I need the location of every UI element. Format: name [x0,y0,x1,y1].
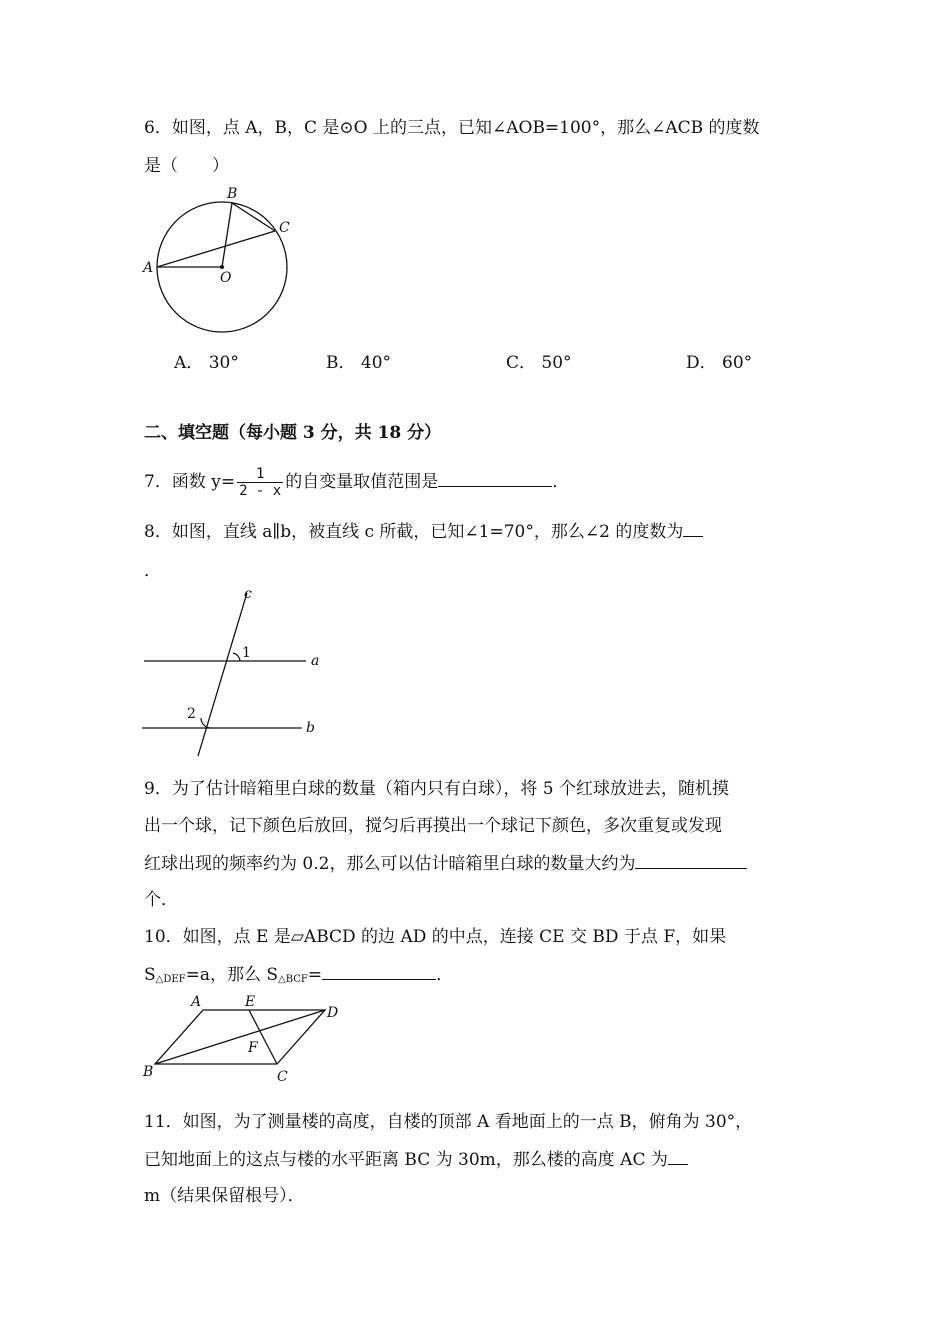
label-c: c [244,586,252,602]
q6-line2: 是（ ） [144,156,229,176]
q7-answer-blank[interactable] [438,470,552,487]
q10-line2 [144,963,453,991]
label-e: E [245,994,256,1010]
q10-parallelogram-figure [140,992,350,1087]
option-value: 40° [360,353,392,373]
angle-2-arc [201,718,212,728]
label-b: B [143,1064,154,1080]
line-c [198,593,247,756]
q7-end: ． [552,472,570,492]
q6-option-b[interactable] [326,352,391,374]
option-label: C． [506,353,537,373]
q9-line1: 9．为了估计暗箱里白球的数量（箱内只有白球），将 5 个红球放进去，随机摸 [144,779,729,799]
q11-line1: 11．如图，为了测量楼的高度，自楼的顶部 A 看地面上的一点 B，俯角为 30°， [144,1112,753,1132]
q9-line2: 出一个球，记下颜色后放回，搅匀后再摸出一个球记下颜色，多次重复或发现 [144,816,722,836]
segment-ob [222,203,232,267]
q10-end: ． [436,965,454,985]
q10-sub2: △BCF [278,974,308,985]
option-label: A． [174,353,204,373]
segment-bd [155,1010,325,1064]
q9-text: 红球出现的频率约为 0.2，那么可以估计暗箱里白球的数量大约为 [144,854,636,874]
label-c: C [279,220,290,236]
q7-prefix: 7．函数 y= [144,472,236,492]
option-value: 30° [208,353,239,373]
q7-numerator: 1 [237,466,283,483]
label-a: a [311,653,320,669]
q10-s1: S [144,965,156,985]
option-value: 50° [541,353,572,373]
q8-line2: ． [144,561,161,581]
q8-parallel-lines-figure [142,585,322,760]
q7-line [144,466,569,499]
q7-denominator: 2 - x [239,483,282,499]
label-angle-1: 1 [242,645,251,661]
section-title: 二、填空题（每小题 3 分，共 18 分） [144,423,442,443]
angle-1-arc [233,653,240,661]
q10-answer-blank[interactable] [322,963,436,980]
label-angle-2: 2 [187,706,196,722]
option-label: D． [686,353,717,373]
q11-answer-blank[interactable] [668,1148,688,1165]
q10-sub1: △DEF [155,974,186,985]
label-f: F [248,1040,258,1056]
q11-line3: m（结果保留根号）． [144,1186,305,1206]
q7-suffix: 的自变量取值范围是 [285,472,439,492]
label-d: D [327,1005,339,1021]
q8-answer-blank[interactable] [683,520,703,537]
label-o: O [220,270,232,286]
q6-option-a[interactable] [174,352,239,374]
q9-line3 [144,852,747,875]
q6-circle-figure [140,185,300,345]
segment-bc [232,203,275,231]
q11-line2 [144,1148,688,1171]
q6-option-d[interactable] [686,352,752,374]
q6-option-c[interactable] [506,352,572,374]
label-a: A [143,260,154,276]
q8-text: 8．如图，直线 a∥b，被直线 c 所截，已知∠1=70°，那么∠2 的度数为 [144,522,684,542]
label-c: C [277,1069,288,1085]
q6-line1: 6．如图，点 A，B，C 是⊙O 上的三点，已知∠AOB=100°，那么∠ACB 的度数 [144,118,760,138]
q10-eq: = [307,965,323,985]
option-value: 60° [722,353,753,373]
q9-answer-blank[interactable] [635,852,747,869]
center-point [220,265,224,269]
q10-line1: 10．如图，点 E 是▱ABCD 的边 AD 的中点，连接 CE 交 BD 于点 F，如果 [144,927,727,947]
label-b: b [306,720,315,736]
q7-fraction [237,466,283,499]
label-a: A [191,994,202,1010]
label-b: B [227,186,238,202]
q8-line1 [144,520,703,543]
segment-ac [157,231,275,267]
q11-text: 已知地面上的这点与楼的水平距离 BC 为 30m，那么楼的高度 AC 为 [144,1150,668,1170]
q9-line4: 个． [144,890,178,910]
q10-mid: =a，那么 S [185,965,279,985]
option-label: B． [326,353,356,373]
